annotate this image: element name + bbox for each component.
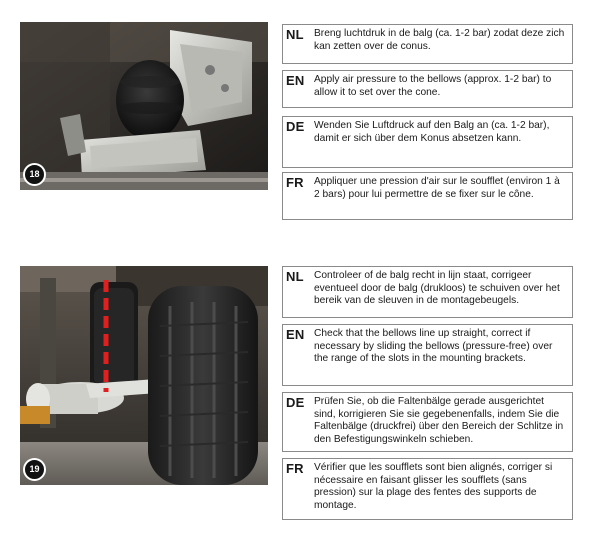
instruction-box-en: [282, 324, 573, 386]
instruction-box-de: [282, 392, 573, 452]
step-number-badge: 19: [23, 458, 46, 481]
instruction-text: Vérifier que les soufflets sont bien alignés, corriger si nécessaire en faisant glisser les soufflets (sans pression) sur la plage des fentes des supports de montage.: [314, 462, 553, 511]
step-18-photo: [20, 22, 268, 190]
instruction-box-nl: [282, 24, 573, 64]
language-code: EN: [286, 73, 305, 88]
step-19-photo: [20, 266, 268, 485]
instruction-text: Apply air pressure to the bellows (approx. 1-2 bar) to allow it to set over the cone.: [314, 74, 552, 98]
language-code: DE: [286, 119, 305, 134]
step-number-badge: 18: [23, 163, 46, 186]
instruction-text: Appliquer une pression d'air sur le soufflet (environ 1 à 2 bars) pour lui permettre de se fixer sur le cône.: [314, 176, 560, 200]
instruction-text: Prüfen Sie, ob die Faltenbälge gerade ausgerichtet sind, korrigieren Sie sie gegebenenfalls, indem Sie die Faltenbälge (druckfrei) über den Bereich der Schlitze in den Befestigungswinkeln schieben.: [314, 396, 564, 445]
language-code: NL: [286, 269, 304, 284]
instruction-text: Check that the bellows line up straight, correct if necessary by sliding the bellows (pressure-free) over the range of the slots in the mounting brackets.: [314, 328, 553, 365]
language-code: FR: [286, 175, 304, 190]
instruction-box-en: [282, 70, 573, 108]
language-code: FR: [286, 461, 304, 476]
language-code: NL: [286, 27, 304, 42]
instruction-text: Controleer of de balg recht in lijn staat, corrigeer eventueel door de balg (drukloos) te schuiven over het bereik van de sleuven in de montagebeugels.: [314, 270, 560, 307]
instruction-text: Wenden Sie Luftdruck auf den Balg an (ca. 1-2 bar), damit er sich über dem Konus absetzen kann.: [314, 120, 550, 144]
instruction-text: Breng luchtdruk in de balg (ca. 1-2 bar) zodat deze zich kan zetten over de conus.: [314, 28, 565, 52]
instruction-box-de: [282, 116, 573, 168]
instruction-box-nl: [282, 266, 573, 318]
language-code: DE: [286, 395, 305, 410]
language-code: EN: [286, 327, 305, 342]
instruction-box-fr: [282, 458, 573, 520]
instruction-box-fr: [282, 172, 573, 220]
